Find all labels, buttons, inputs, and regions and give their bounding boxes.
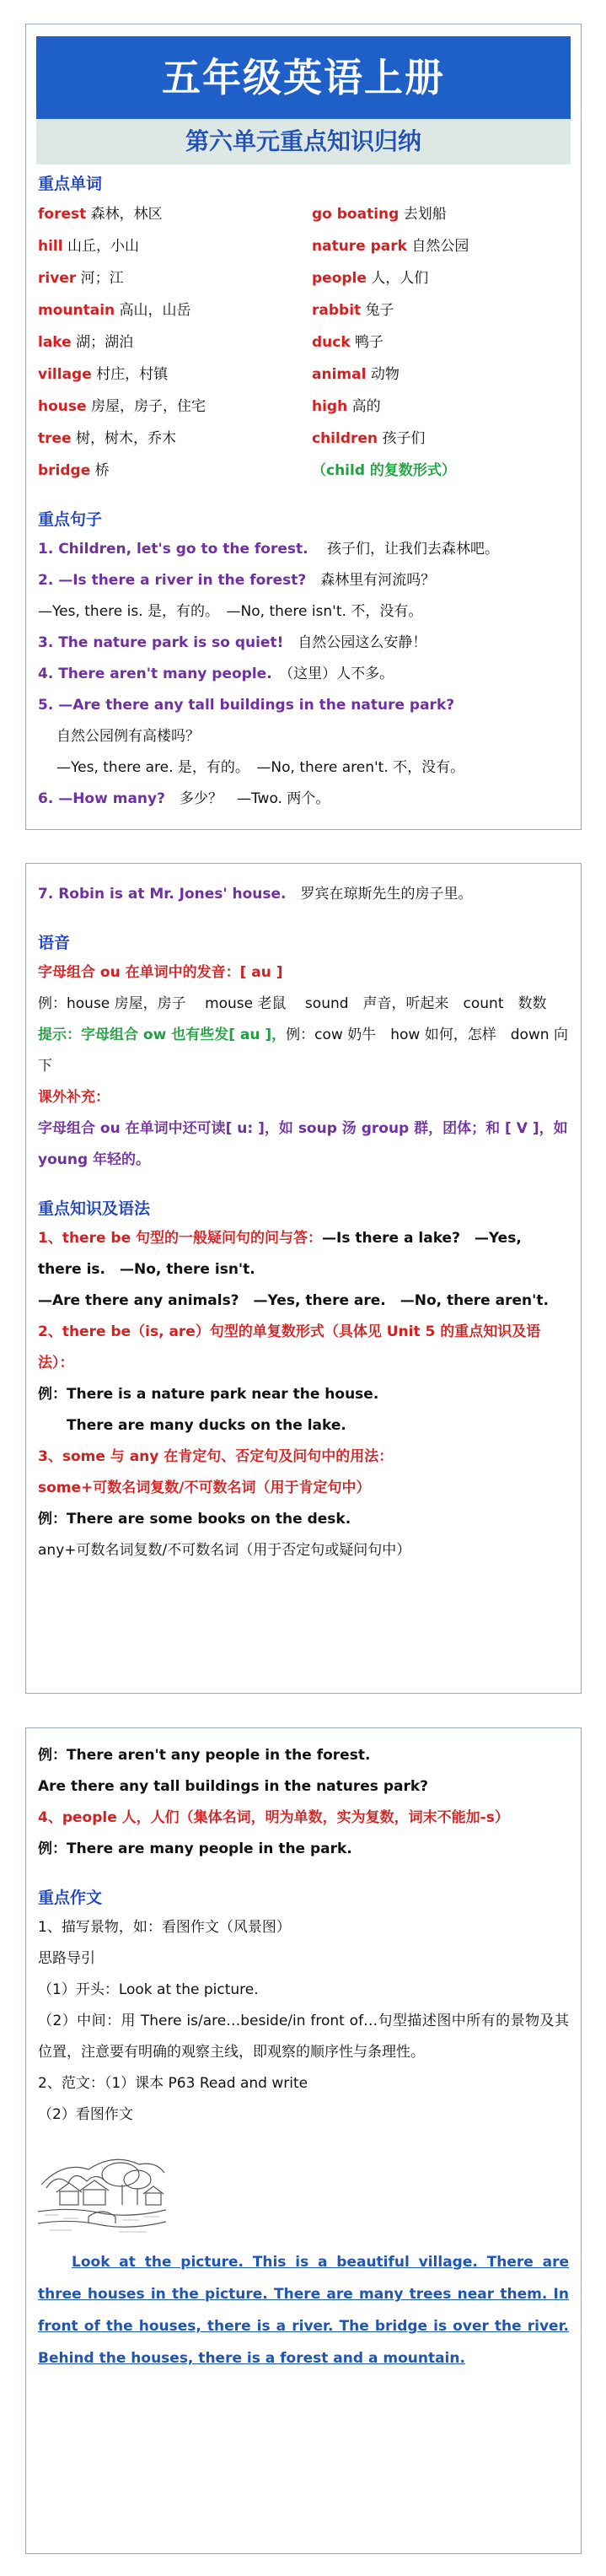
sentences-section bbox=[38, 505, 569, 815]
page-3 bbox=[25, 1727, 582, 2554]
phonics-extra-label: 课外补充： bbox=[38, 1089, 110, 1106]
page-2 bbox=[25, 863, 582, 1694]
vocab-item: village 村庄，村镇 bbox=[38, 366, 169, 383]
sentence-5: 5. —Are there any tall buildings in the nature park? bbox=[38, 697, 455, 714]
page-2-content bbox=[38, 879, 569, 1566]
vocab-item: duck 鸭子 bbox=[312, 334, 384, 351]
river-bank bbox=[38, 2209, 166, 2215]
phonics-example: 例：house 房屋，房子 mouse 老鼠 sound 声音，听起来 count 数数 bbox=[38, 995, 547, 1012]
sentence-3: 3. The nature park is so quiet! 自然公园这么安静！ bbox=[38, 634, 427, 651]
grammar-point-1-examples: —Are there any animals? —Yes, there are. —No, there aren't. bbox=[38, 1292, 549, 1309]
grammar-point-3-rule-2: any+可数名词复数/不可数名词（用于否定句或疑问句中） bbox=[38, 1542, 411, 1559]
vocab-item: bridge 桥 bbox=[38, 462, 110, 479]
grammar-point-4-title: 4、people 人，人们（集体名词，明为单数，实为复数，词末不能加-s） bbox=[38, 1809, 509, 1826]
grammar-point-3-title: 3、some 与 any 在肯定句、否定句及问句中的用法： bbox=[38, 1448, 394, 1465]
vocab-item: lake 湖；湖泊 bbox=[38, 334, 134, 351]
vocab-item: animal 动物 bbox=[312, 366, 400, 383]
vocab-item: forest 森林，林区 bbox=[38, 206, 163, 223]
page-1 bbox=[25, 24, 582, 830]
sample-essay: Look at the picture. This is a beautiful village. There are three houses in the picture. There are many trees near them. In front of the houses, there is a river. The bridge is over the river. Behind the houses, there is a forest and a mountain. bbox=[38, 2254, 569, 2367]
phonics-extra-text: 字母组合 ou 在单词中还可读[ u: ]，如 soup 汤 group 群，团体；和 [ V ]，如 young 年轻的。 bbox=[38, 1120, 568, 1168]
vocab-item: river 河；江 bbox=[38, 270, 124, 287]
village-sketch-image bbox=[38, 2136, 166, 2235]
sentence-2-answer: —Yes, there is. 是，有的。 —No, there isn't. 不，没有。 bbox=[38, 603, 423, 620]
vocab-item: rabbit 兔子 bbox=[312, 302, 394, 319]
bridge-outline bbox=[88, 2212, 115, 2217]
writing-heading: 重点作文 bbox=[38, 1889, 103, 1907]
grammar-point-3-rule-1: some+可数名词复数/不可数名词（用于肯定句中） bbox=[38, 1479, 371, 1496]
writing-line-5: 2、范文：（1）课本 P63 Read and write bbox=[38, 2075, 308, 2092]
sentence-4: 4. There aren't many people. （这里）人不多。 bbox=[38, 666, 394, 682]
forest-outline bbox=[46, 2175, 107, 2188]
writing-line-6: （2）看图作文 bbox=[38, 2106, 133, 2123]
grammar-point-3-example-2: 例：There aren't any people in the forest. bbox=[38, 1747, 371, 1764]
vocab-item: hill 山丘，小山 bbox=[38, 238, 139, 255]
sentence-2: 2. —Is there a river in the forest? 森林里有河流吗？ bbox=[38, 572, 436, 589]
vocab-item: house 房屋，房子，住宅 bbox=[38, 398, 206, 415]
vocab-heading: 重点单词 bbox=[38, 175, 103, 193]
sentence-1: 1. Children, let's go to the forest. 孩子们，让我们去森林吧。 bbox=[38, 541, 499, 558]
sentence-5-answer: —Yes, there are. 是，有的。 —No, there aren't. 不，没有。 bbox=[56, 759, 465, 776]
sentence-6: 6. —How many? 多少？ —Two. 两个。 bbox=[38, 790, 330, 807]
grammar-point-4-example: 例：There are many people in the park. bbox=[38, 1840, 352, 1857]
grammar-point-2-example-1: 例：There is a nature park near the house. bbox=[38, 1386, 379, 1403]
writing-line-2: 思路导引 bbox=[38, 1950, 95, 1967]
vocab-section bbox=[38, 170, 569, 487]
page-subtitle: 第六单元重点知识归纳 bbox=[36, 119, 571, 164]
phonics-heading: 语音 bbox=[38, 934, 71, 952]
sentence-7: 7. Robin is at Mr. Jones' house. 罗宾在琼斯先生的房子里。 bbox=[38, 886, 473, 903]
vocab-item: high 高的 bbox=[312, 398, 381, 415]
sentence-5-zh: 自然公园例有高楼吗？ bbox=[56, 728, 200, 745]
vocab-item: nature park 自然公园 bbox=[312, 238, 469, 255]
tree-crown bbox=[102, 2163, 139, 2186]
vocab-item: go boating 去划船 bbox=[312, 206, 447, 223]
writing-line-4: （2）中间：用 There is/are…beside/in front of…句型描述图中所有的景物及其位置，注意要有明确的观察主线，即观察的顺序性与条理性。 bbox=[38, 2013, 569, 2061]
grammar-point-2-example-2: There are many ducks on the lake. bbox=[67, 1417, 346, 1434]
grammar-heading: 重点知识及语法 bbox=[38, 1199, 151, 1218]
vocab-item: children 孩子们 bbox=[312, 430, 426, 447]
grammar-point-3-example-3: Are there any tall buildings in the natures park? bbox=[38, 1778, 429, 1795]
writing-line-3: （1）开头：Look at the picture. bbox=[38, 1981, 259, 1998]
phonics-rule: 字母组合 ou 在单词中的发音：[ au ] bbox=[38, 964, 283, 981]
grammar-point-2-title: 2、there be（is, are）句型的单复数形式（具体见 Unit 5 的重点知识及语法）： bbox=[38, 1323, 541, 1372]
vocab-item: mountain 高山，山岳 bbox=[38, 302, 191, 319]
page-3-content bbox=[38, 1740, 569, 2374]
phonics-tip: 提示：字母组合 ow 也有些发[ au ]，例：cow 奶牛 how 如何，怎样 down 向下 bbox=[38, 1027, 568, 1075]
writing-line-1: 1、描写景物，如：看图作文（风景图） bbox=[38, 1919, 291, 1936]
page-title: 五年级英语上册 bbox=[36, 36, 571, 119]
grammar-point-3-example-1: 例：There are some books on the desk. bbox=[38, 1511, 351, 1528]
vocab-item: people 人，人们 bbox=[312, 270, 429, 287]
sentences-heading: 重点句子 bbox=[38, 510, 103, 529]
vocab-item: tree 树，树木，乔木 bbox=[38, 430, 176, 447]
grammar-point-1: 1、there be 句型的一般疑问句的问与答：—Is there a lake? —Yes, there is. —No, there isn't. bbox=[38, 1230, 522, 1278]
vocab-grid bbox=[38, 198, 569, 487]
vocab-plural-note: （child 的复数形式） bbox=[312, 462, 456, 479]
